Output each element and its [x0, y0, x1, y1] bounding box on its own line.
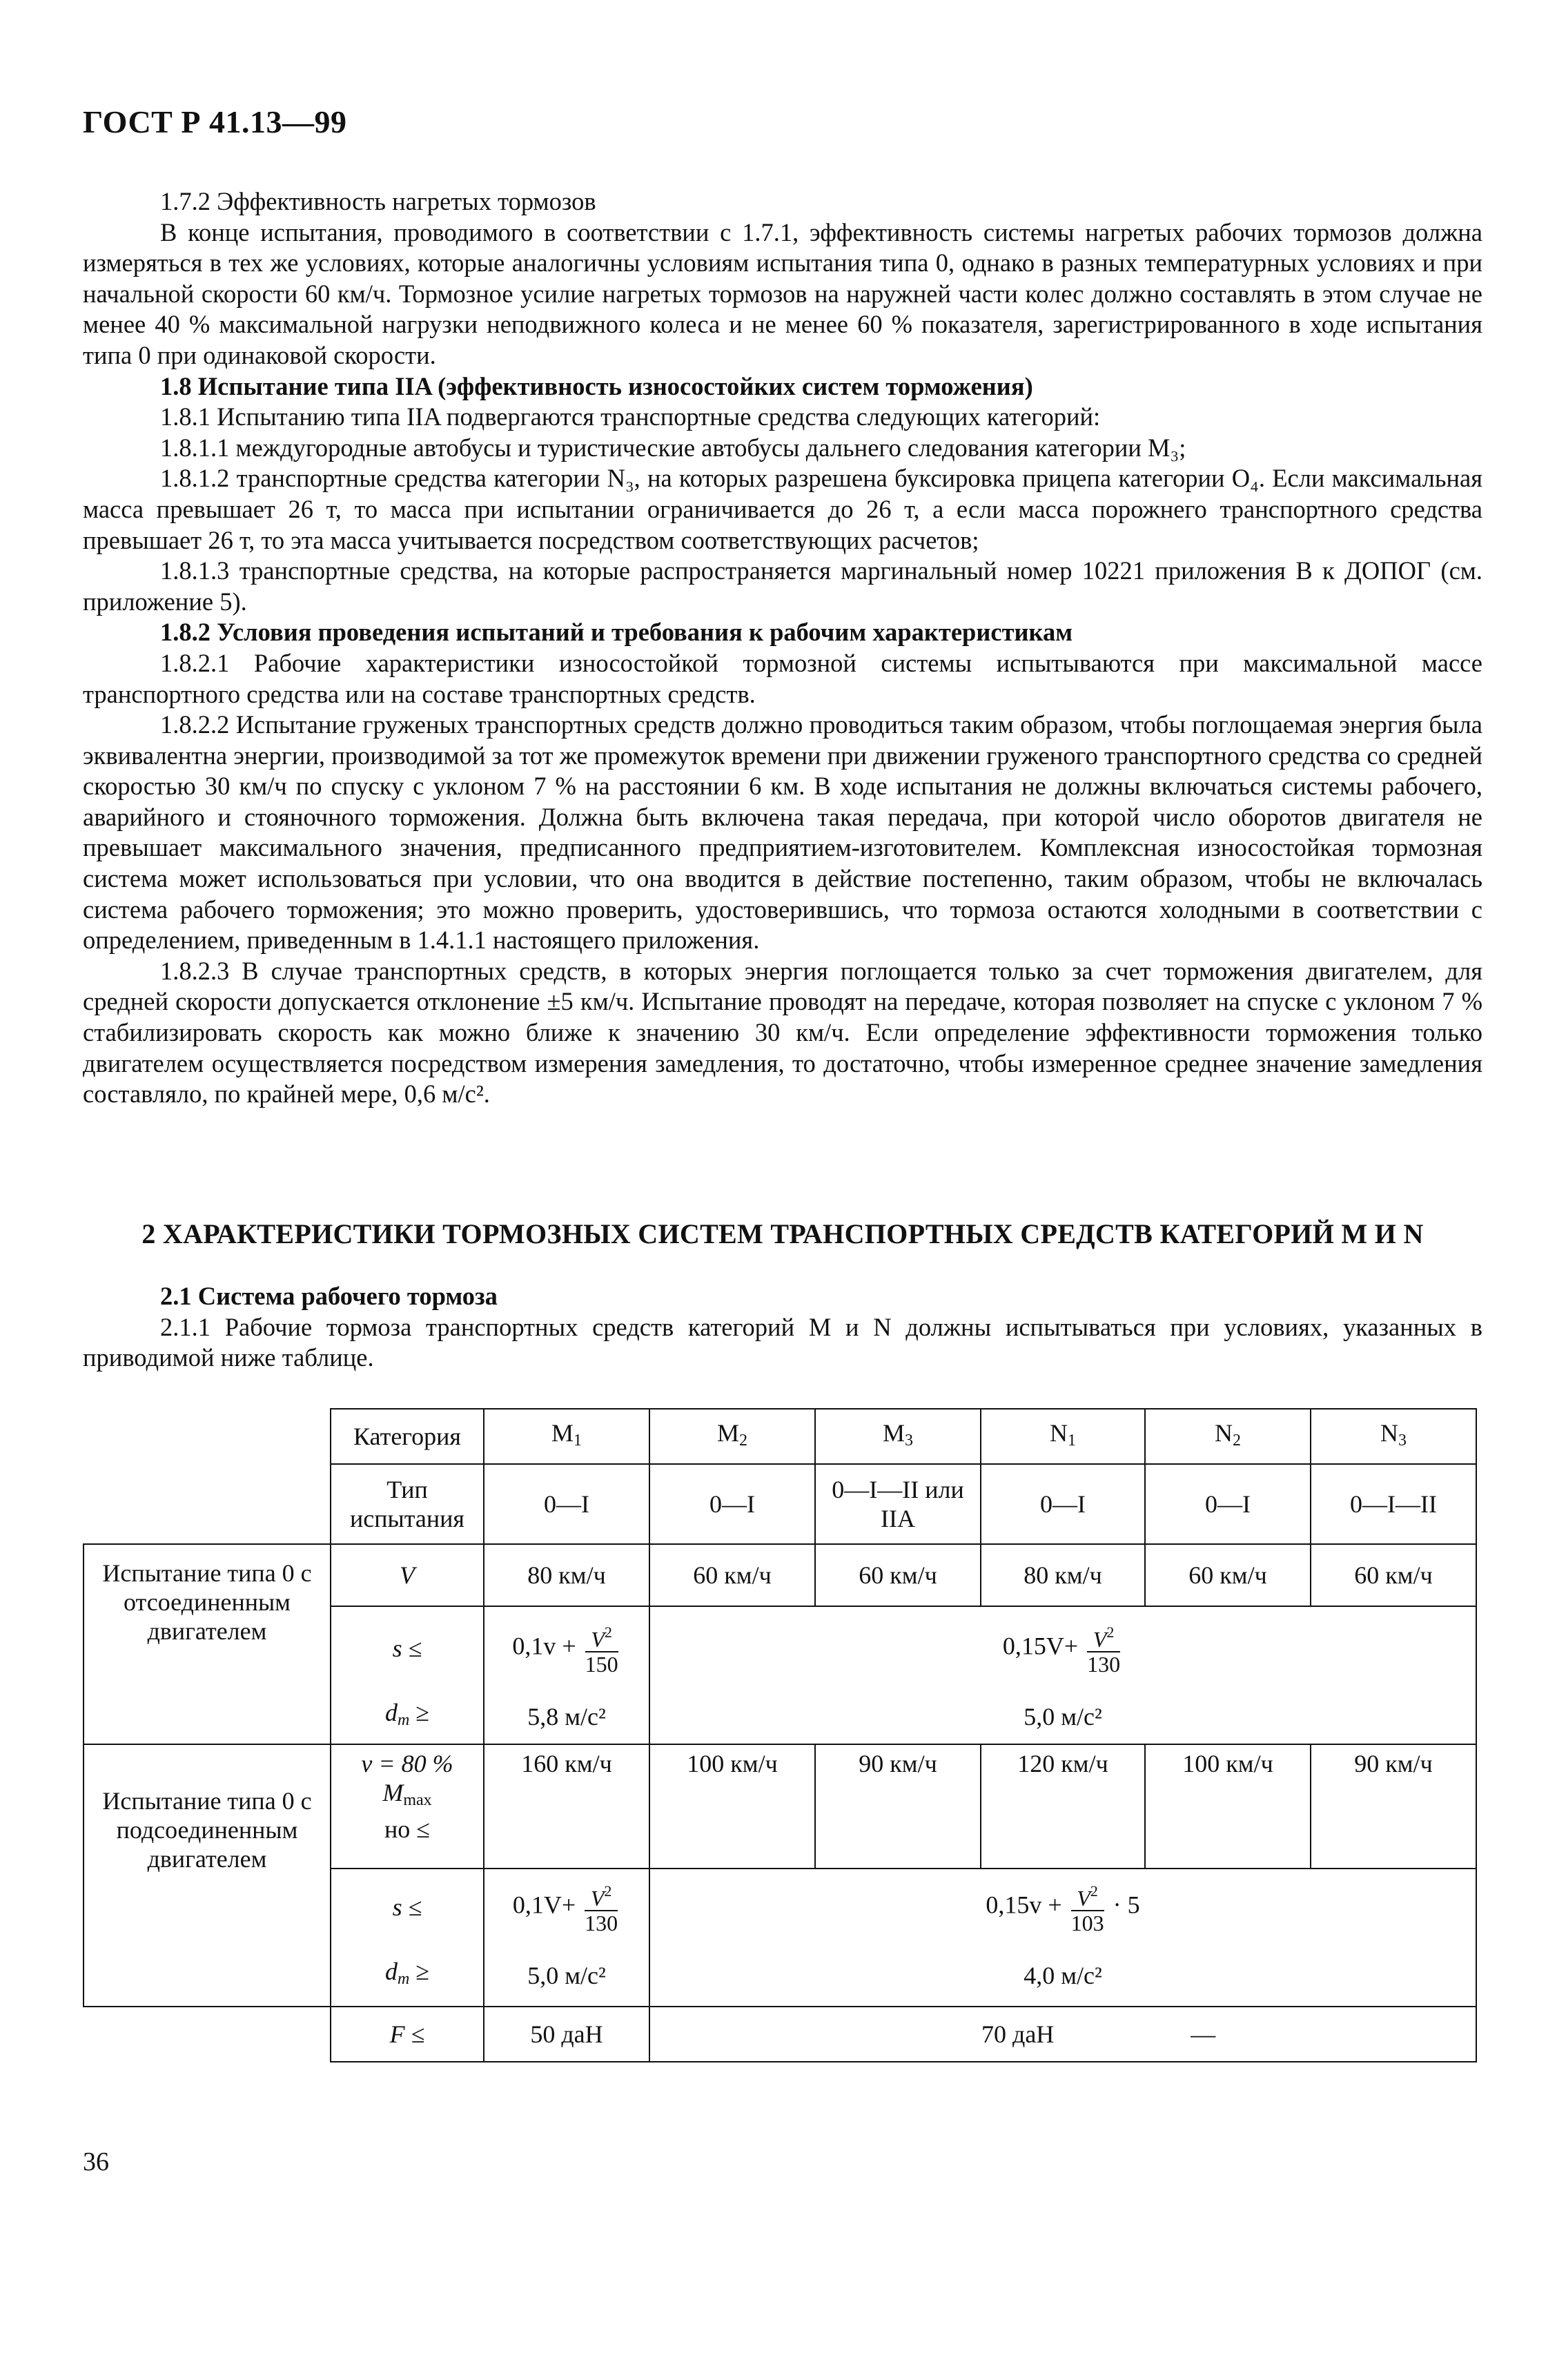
page-number: 36	[83, 2147, 109, 2176]
g2-speed-label: v = 80 % $M_{max}$ но ≤	[331, 1744, 484, 1869]
body-text	[83, 186, 1482, 1110]
force-label: F ≤	[331, 2007, 484, 2062]
paragraph-1-8-2-heading: 1.8.2 Условия проведения испытаний и требования к рабочим характеристикам	[160, 618, 1073, 647]
g2-distance-others: 0,15v + $\frac{V^2}{103}$ · 5	[649, 1869, 1476, 1944]
fraction: $\frac{V^2}{103}$	[1071, 1880, 1104, 1935]
g2-deceleration-others: 4,0 м/с²	[649, 1944, 1476, 2007]
category-m3: $M_3$	[815, 1409, 981, 1464]
g1-distance-label: s ≤	[331, 1606, 484, 1689]
table-row-force	[84, 2007, 1476, 2062]
g1-speed-label: V	[331, 1544, 484, 1606]
g1-distance-others: 0,15V+ $\frac{V^2}{130}$	[649, 1606, 1476, 1689]
paragraph-1-8-2-1: 1.8.2.1 Рабочие характеристики износостойкой тормозной системы испытываются при максимальной массе транспортного средства или на составе транспортных средств.	[83, 648, 1482, 708]
section-2-heading: 2 ХАРАКТЕРИСТИКИ ТОРМОЗНЫХ СИСТЕМ ТРАНСПОРТНЫХ СРЕДСТВ КАТЕГОРИЙ M И N	[141, 1218, 1424, 1249]
test-type-n2: 0—I	[1145, 1464, 1311, 1544]
category-n3: $N_3$	[1311, 1409, 1476, 1464]
fraction: $\frac{V^2}{130}$	[585, 1880, 618, 1935]
table-row-category	[84, 1409, 1476, 1464]
g1-distance-m1: 0,1v + $\frac{V^2}{150}$	[484, 1606, 649, 1689]
group1-label: Испытание типа 0 с отсоединенным двигателем	[84, 1544, 331, 1744]
test-type-label: Тип испытания	[331, 1464, 484, 1544]
paragraph-1-8-heading: 1.8 Испытание типа IIA (эффективность износостойких систем торможения)	[160, 371, 1033, 400]
paragraph-1-7-2: 1.7.2 Эффективность нагретых тормозов	[160, 187, 596, 215]
g2-speed-m2: 100 км/ч	[649, 1744, 815, 1869]
paragraph-hot-brakes: В конце испытания, проводимого в соответствии с 1.7.1, эффективность системы нагретых рабочих тормозов должна измеряться в тех же условиях, которые аналогичны условиям испытания типа 0, однако в разных температурных условиях и при начальной скорости 60 км/ч. Тормозное усилие нагретых тормозов на наружней части колес должно составлять в этом случае не менее 40 % максимальной нагрузки неподвижного колеса и не менее 60 % показателя, зарегистрированного в ходе испытания типа 0 при одинаковой скорости.	[83, 217, 1482, 369]
g2-distance-label: s ≤	[331, 1869, 484, 1944]
g2-deceleration-label: $d_m$ ≥	[331, 1944, 484, 2007]
section-2-1-heading: 2.1 Система рабочего тормоза	[160, 1282, 498, 1310]
force-others: 70 даН —	[649, 2007, 1476, 2062]
g2-speed-n3: 90 км/ч	[1311, 1744, 1476, 1869]
table-row-test-type	[84, 1464, 1476, 1544]
g1-deceleration-m1: 5,8 м/с²	[484, 1689, 649, 1744]
test-type-n1: 0—I	[981, 1464, 1145, 1544]
section-2-1-1-intro: 2.1.1 Рабочие тормоза транспортных средств категорий M и N должны испытываться при условиях, указанных в приводимой ниже таблице.	[83, 1312, 1482, 1372]
brake-spec-table	[83, 1408, 1477, 2062]
paragraph-1-8-1-1: 1.8.1.1 междугородные автобусы и туристические автобусы дальнего следования категории M₃;	[160, 433, 1186, 462]
fraction: $\frac{V^2}{150}$	[585, 1621, 618, 1676]
category-n1: $N_1$	[981, 1409, 1145, 1464]
table-row-g2-speed	[84, 1744, 1476, 1869]
table-row-g1-speed	[84, 1544, 1476, 1606]
group2-label: Испытание типа 0 с подсоединенным двигателем	[84, 1744, 331, 2007]
test-type-m1: 0—I	[484, 1464, 649, 1544]
category-m1: $M_1$	[484, 1409, 649, 1464]
g1-speed-m2: 60 км/ч	[649, 1544, 815, 1606]
g1-speed-m1: 80 км/ч	[484, 1544, 649, 1606]
force-n3: —	[1191, 2020, 1216, 2048]
section-2-1	[83, 1281, 1482, 1374]
g2-speed-m3: 90 км/ч	[815, 1744, 981, 1869]
g2-speed-n2: 100 км/ч	[1145, 1744, 1311, 1869]
fraction: $\frac{V^2}{130}$	[1087, 1621, 1120, 1676]
test-type-m3: 0—I—II или IIA	[815, 1464, 981, 1544]
g1-deceleration-label: $d_m$ ≥	[331, 1689, 484, 1744]
category-label: Категория	[331, 1409, 484, 1464]
paragraph-1-8-2-2: 1.8.2.2 Испытание груженых транспортных средств должно проводиться таким образом, чтобы поглощаемая энергия была эквивалентна энергии, производимой за тот же промежуток времени при движении груженого транспортного средства со средней скоростью 30 км/ч по спуску с уклоном 7 % на расстоянии 6 км. В ходе испытания не должны включаться системы рабочего, аварийного и стояночного торможения. Должна быть включена такая передача, при которой число оборотов двигателя не превышает максимального значения, предписанного предприятием-изготовителем. Комплексная износостойкая тормозная система может использоваться при условии, что она вводится в действие постепенно, таким образом, чтобы не включалась система рабочего торможения; это можно проверить, удостоверившись, что тормоза остаются холодными в соответствии с определением, приведенным в 1.4.1.1 настоящего приложения.	[83, 710, 1482, 955]
g1-speed-n2: 60 км/ч	[1145, 1544, 1311, 1606]
test-type-n3: 0—I—II	[1311, 1464, 1476, 1544]
g2-distance-m1: 0,1V+ $\frac{V^2}{130}$	[484, 1869, 649, 1944]
g1-speed-n3: 60 км/ч	[1311, 1544, 1476, 1606]
g2-deceleration-m1: 5,0 м/с²	[484, 1944, 649, 2007]
category-m2: $M_2$	[649, 1409, 815, 1464]
g1-speed-n1: 80 км/ч	[981, 1544, 1145, 1606]
paragraph-1-8-2-3: 1.8.2.3 В случае транспортных средств, в которых энергия поглощается только за счет торможения двигателем, для средней скорости допускается отклонение ±5 км/ч. Испытание проводят на передаче, которая позволяет на спуске с уклоном 7 % стабилизировать скорость как можно ближе к значению 30 км/ч. Если определение эффективности торможения только двигателем осуществляется посредством измерения замедления, то достаточно, чтобы измеренное среднее значение замедления составляло, по крайней мере, 0,6 м/с².	[83, 956, 1482, 1109]
force-m1: 50 даН	[484, 2007, 649, 2062]
test-type-m2: 0—I	[649, 1464, 815, 1544]
standard-code-header: ГОСТ Р 41.13—99	[83, 104, 347, 139]
category-n2: $N_2$	[1145, 1409, 1311, 1464]
paragraph-1-8-1-3: 1.8.1.3 транспортные средства, на которые распространяется маргинальный номер 10221 приложения B к ДОПОГ (см. приложение 5).	[83, 556, 1482, 616]
paragraph-1-8-1-2: 1.8.1.2 транспортные средства категории N₃, на которых разрешена буксировка прицепа категории O₄. Если максимальная масса превышает 26 т, то масса при испытании ограничивается до 26 т, а если масса порожнего транспортного средства превышает 26 т, то эта масса учитывается посредством соответствующих расчетов;	[83, 464, 1482, 554]
g2-speed-n1: 120 км/ч	[981, 1744, 1145, 1869]
g1-speed-m3: 60 км/ч	[815, 1544, 981, 1606]
g1-deceleration-others: 5,0 м/с²	[649, 1689, 1476, 1744]
g2-speed-m1: 160 км/ч	[484, 1744, 649, 1869]
paragraph-1-8-1: 1.8.1 Испытанию типа IIA подвергаются транспортные средства следующих категорий:	[160, 402, 1101, 431]
